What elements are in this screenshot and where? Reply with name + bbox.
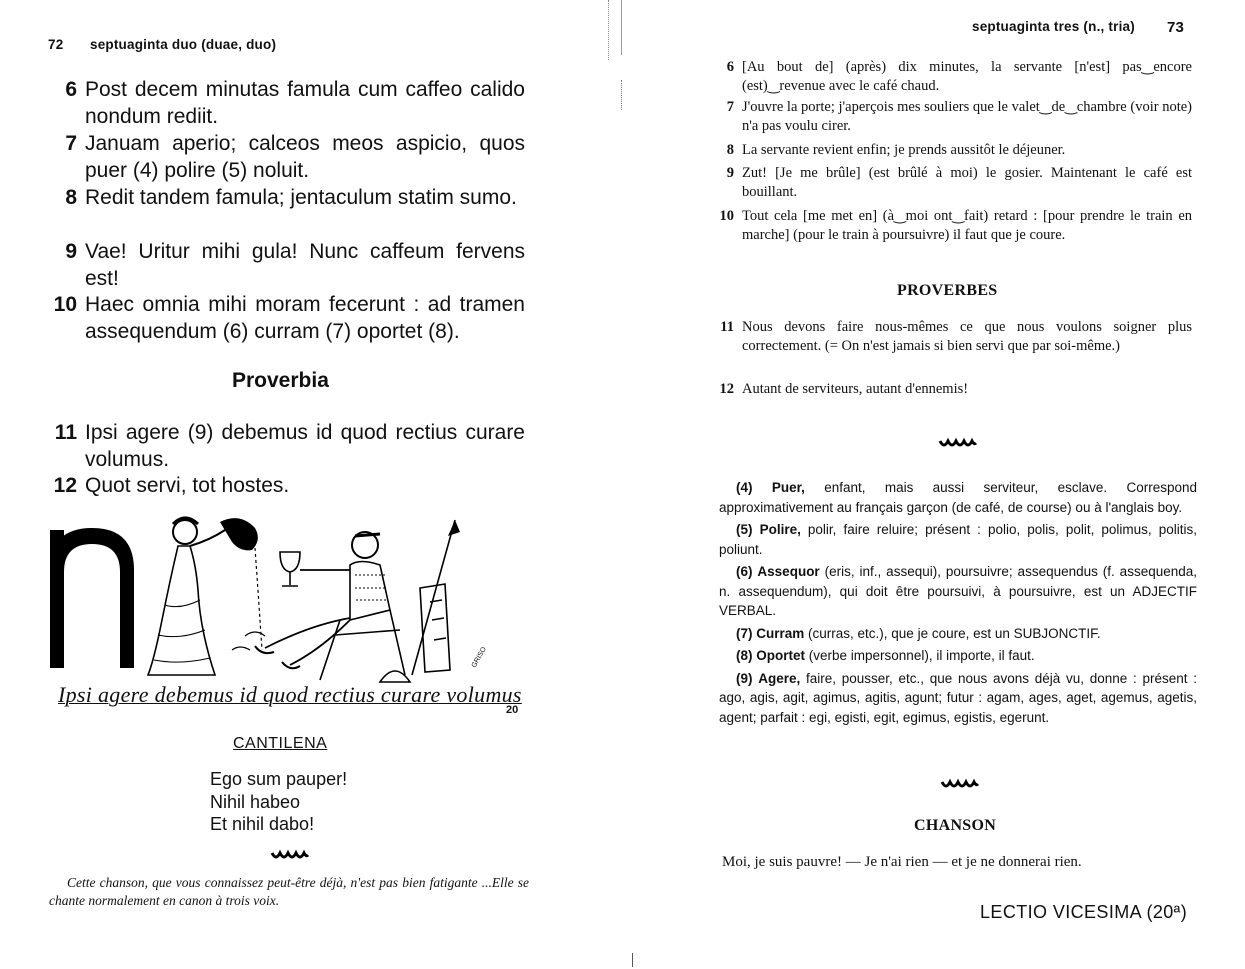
item-text: Vae! Uritur mihi gula! Nunc caffeum fervens est!	[85, 240, 525, 290]
item-text: Januam aperio; calceos meos aspicio, quos puer (4) polire (5) noluit.	[85, 132, 525, 182]
note-head: Oportet	[756, 648, 806, 663]
note-body: (eris, inf., assequi), poursuivre; assequendus (f. assequenda, n. assequendum), qui doit être poursuivi, à poursuivre, est un ADJECTIF VERBAL.	[719, 564, 1197, 618]
note-7	[719, 624, 1197, 644]
note-9	[719, 669, 1197, 728]
page-number-left: 72	[48, 37, 64, 52]
note-6	[719, 562, 1197, 621]
chanson-text: Moi, je suis pauvre! — Je n'ai rien — et je ne donnerai rien.	[722, 854, 1082, 870]
item-number: 11	[54, 421, 77, 444]
proverbes-heading: PROVERBES	[897, 282, 998, 299]
grammar-notes	[719, 478, 1197, 730]
item-number: 10	[719, 208, 734, 224]
gutter-line	[621, 0, 622, 55]
note-8	[719, 646, 1197, 666]
item-text: La servante revient enfin; je prends aussitôt le déjeuner.	[742, 142, 1066, 158]
gutter-line	[621, 80, 623, 110]
proverbia-heading: Proverbia	[232, 369, 329, 392]
song-note: Cette chanson, que vous connaissez peut-être déjà, n'est pas bien fatigante ...Elle se chante normalement en canon à trois voix.	[49, 875, 529, 908]
item-number: 6	[65, 78, 77, 101]
item-text: Nous devons faire nous-mêmes ce que nous voulons soigner plus correctement. (= On n'est jamais si bien servi que par soi-même.)	[742, 319, 1192, 354]
note-number: (4)	[736, 480, 753, 495]
lesson-footer: LECTIO VICESIMA (20ª)	[980, 902, 1188, 922]
song-title: CANTILENA	[233, 735, 328, 752]
item-number: 9	[726, 165, 734, 181]
note-4	[719, 478, 1197, 517]
item-text: Ipsi agere (9) debemus id quod rectius curare volumus.	[85, 421, 525, 471]
note-head: Polire,	[759, 522, 801, 537]
illustration-number: 20	[506, 704, 519, 716]
note-head: Agere,	[758, 670, 801, 686]
note-number: (6)	[736, 564, 753, 579]
running-title-left: septuaginta duo (duae, duo)	[90, 37, 277, 52]
item-text: Haec omnia mihi moram fecerunt : ad tramen assequendum (6) curram (7) oportet (8).	[85, 293, 525, 343]
item-text: Quot servi, tot hostes.	[85, 474, 290, 497]
item-text: Autant de serviteurs, autant d'ennemis!	[742, 381, 969, 397]
item-number: 12	[719, 381, 734, 397]
note-body: (verbe impersonnel), il importe, il faut.	[805, 648, 1035, 663]
illustration-caption: Ipsi agere debemus id quod rectius curare volumus	[58, 682, 522, 707]
note-body: (curras, etc.), que je coure, est un SUBJONCTIF.	[804, 625, 1101, 641]
item-text: Redit tandem famula; jentaculum statim sumo.	[85, 186, 517, 209]
item-number: 8	[65, 186, 77, 209]
running-title-right: septuaginta tres (n., tria)	[972, 19, 1135, 34]
song-line-2: Nihil habeo	[210, 792, 301, 812]
note-number: (8)	[736, 648, 753, 663]
note-body: polir, faire reluire; présent : polio, polis, polit, polimus, politis, poliunt.	[719, 522, 1197, 557]
ornament-squiggle	[940, 778, 980, 790]
chanson-heading: CHANSON	[914, 817, 997, 834]
item-text: Tout cela [me met en] (à‿moi ont‿fait) retard : [pour prendre le train en marche] (pour le train à poursuivre) il faut que je coure.	[742, 208, 1192, 243]
item-number: 8	[726, 142, 734, 158]
item-text: J'ouvre la porte; j'aperçois mes souliers que le valet‿de‿chambre (voir note) n'a pas voulu cirer.	[742, 99, 1192, 134]
illustration-signature: GRISO	[470, 645, 488, 670]
item-number: 6	[726, 59, 734, 75]
note-head: Puer,	[771, 480, 805, 495]
note-5	[719, 520, 1197, 559]
ornament-squiggle	[938, 437, 978, 449]
item-number: 11	[720, 319, 734, 335]
gutter-line	[608, 0, 611, 60]
item-number: 10	[53, 293, 77, 316]
item-text: [Au bout de] (après) dix minutes, la servante [n'est] pas‿encore (est)‿revenue avec le café chaud.	[742, 59, 1192, 94]
item-number: 7	[726, 99, 734, 115]
ornament-squiggle	[270, 849, 310, 861]
item-number: 12	[53, 474, 77, 497]
item-text: Zut! [Je me brûle] (est brûlé à moi) le gosier. Maintenant le café est bouillant.	[742, 165, 1192, 200]
item-text: Post decem minutas famula cum caffeo calido nondum rediit.	[85, 78, 525, 128]
note-number: (5)	[736, 522, 753, 537]
item-number: 9	[65, 240, 77, 263]
note-head: Curram	[756, 625, 805, 641]
song-line-1: Ego sum pauper!	[210, 769, 348, 789]
illustration-servant-pouring-coffee	[50, 510, 490, 690]
note-number: (7)	[736, 625, 753, 641]
song-line-3: Et nihil dabo!	[210, 814, 315, 834]
note-body: faire, pousser, etc., que nous avons déjà vu, donne : présent : ago, agis, agit, agimus, agitis, agunt; futur : agam, ages, aget, agemus, agetis, agent; parfait : egi, egisti, egit, egimus, egistis, egerunt.	[719, 670, 1197, 725]
note-body: enfant, mais aussi serviteur, esclave. Correspond approximativement au français garçon (de café, de course) ou à l'anglais boy.	[719, 480, 1197, 515]
page-number-right: 73	[1167, 19, 1185, 36]
note-number: (9)	[736, 670, 753, 686]
left-page	[0, 0, 620, 969]
note-head: Assequor	[757, 564, 820, 579]
item-number: 7	[65, 132, 77, 155]
